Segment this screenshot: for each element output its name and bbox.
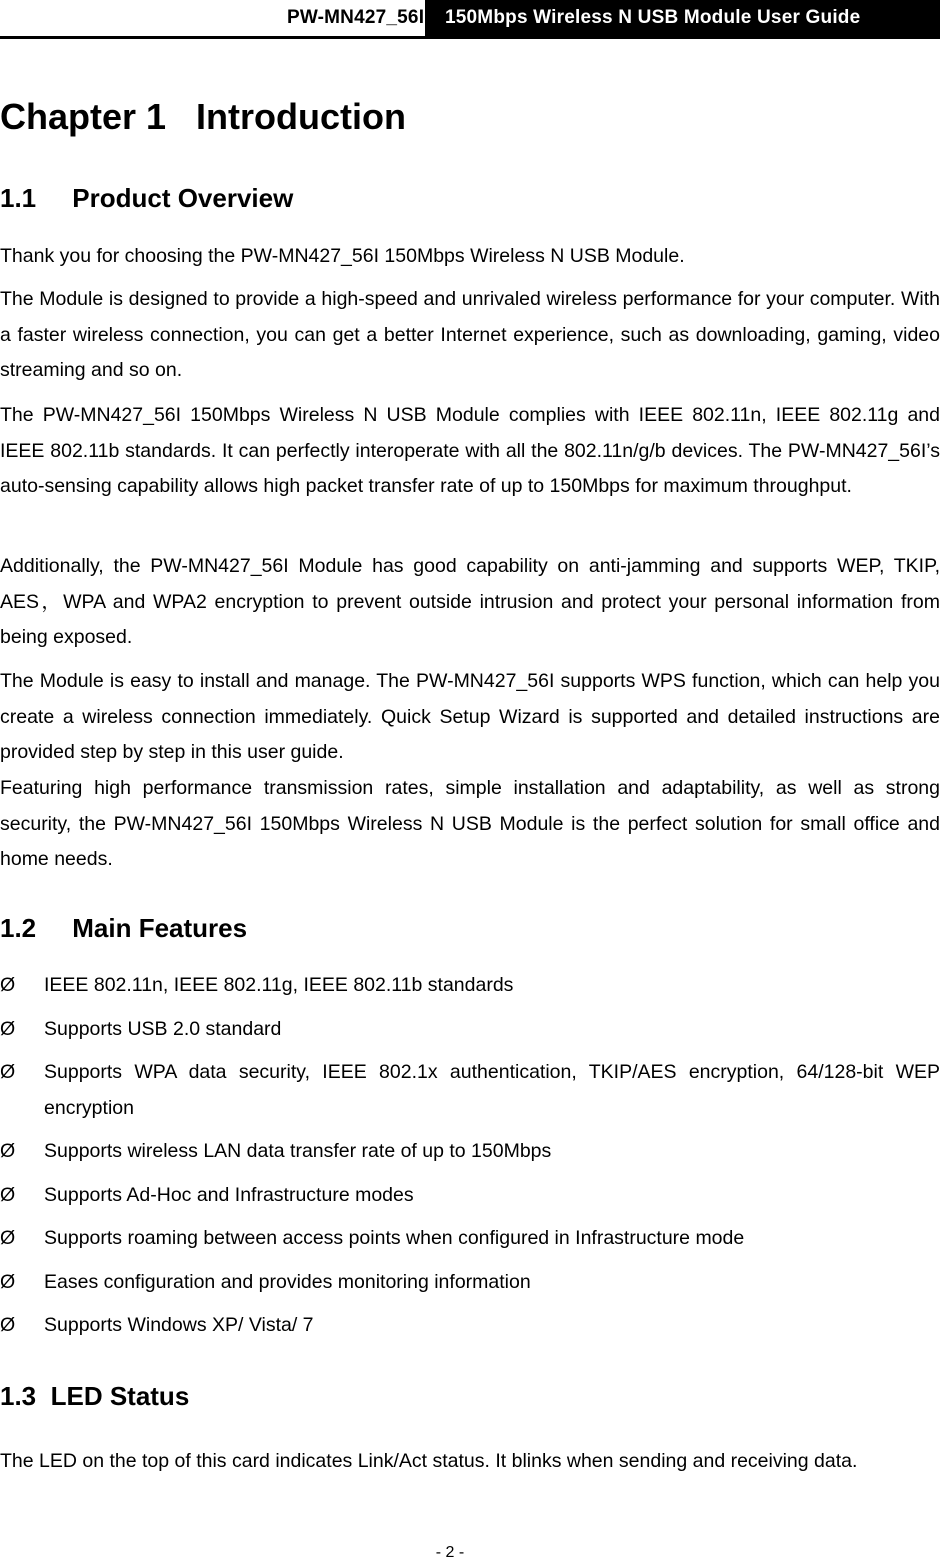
section-heading-led: 1.3 LED Status	[0, 1381, 190, 1411]
overview-paragraph-4: Additionally, the PW-MN427_56I Module has good capability on anti-jamming and supports WEP, TKIP, AES，WPA and WPA2 encryption to prevent outside intrusion and protect your personal information from being exposed.	[0, 555, 940, 648]
list-item: Ø Supports roaming between access points when configured in Infrastructure mode	[0, 1221, 940, 1257]
arrow-bullet-icon: Ø	[0, 1017, 16, 1040]
arrow-bullet-icon: Ø	[0, 1227, 16, 1249]
overview-paragraph-3: The PW-MN427_56I 150Mbps Wireless N USB Module complies with IEEE 802.11n, IEEE 802.11g and IEEE 802.11b standards. It can perfectly interoperate with all the 802.11n/g/b devices. The PW-MN427_56I’s auto-sensing capability allows high packet transfer rate of up to 150Mbps for maximum throughput.	[0, 404, 940, 497]
arrow-bullet-icon: Ø	[0, 1183, 16, 1206]
header-model: PW-MN427_56I	[287, 7, 425, 28]
list-item: Ø IEEE 802.11n, IEEE 802.11g, IEEE 802.11b standards	[0, 968, 940, 1004]
arrow-bullet-icon: Ø	[0, 1314, 16, 1336]
list-item: Ø Supports WPA data security, IEEE 802.1x authentication, TKIP/AES encryption, 64/128-bit WEP encryption	[0, 1055, 940, 1126]
section-heading-features: 1.2 Main Features	[0, 913, 248, 943]
arrow-bullet-icon: Ø	[0, 974, 16, 996]
list-item: Ø Supports USB 2.0 standard	[0, 1012, 940, 1048]
section-heading-overview: 1.1 Product Overview	[0, 183, 294, 213]
header-title: 150Mbps Wireless N USB Module User Guide	[425, 0, 940, 36]
overview-paragraph-6: Featuring high performance transmission rates, simple installation and adaptability, as well as strong security, the PW-MN427_56I 150Mbps Wireless N USB Module is the perfect solution for small office and home needs.	[0, 777, 940, 870]
arrow-bullet-icon: Ø	[0, 1270, 16, 1293]
overview-paragraph-1: Thank you for choosing the PW-MN427_56I 150Mbps Wireless N USB Module.	[0, 245, 685, 267]
feature-list	[0, 968, 940, 1352]
overview-paragraph-2: The Module is designed to provide a high-speed and unrivaled wireless performance for your computer. With a faster wireless connection, you can get a better Internet experience, such as downloading, gaming, video streaming and so on.	[0, 288, 940, 381]
list-item: Ø Supports Windows XP/ Vista/ 7	[0, 1308, 940, 1344]
arrow-bullet-icon: Ø	[0, 1140, 16, 1162]
arrow-bullet-icon: Ø	[0, 1061, 16, 1083]
page-header	[0, 0, 940, 39]
list-item: Ø Supports wireless LAN data transfer rate of up to 150Mbps	[0, 1134, 940, 1170]
overview-paragraph-5: The Module is easy to install and manage. The PW-MN427_56I supports WPS function, which can help you create a wireless connection immediately. Quick Setup Wizard is supported and detailed instructions are provided step by step in this user guide.	[0, 670, 940, 763]
list-item: Ø Eases configuration and provides monitoring information	[0, 1265, 940, 1301]
list-item: Ø Supports Ad-Hoc and Infrastructure modes	[0, 1178, 940, 1214]
chapter-title: Chapter 1 Introduction	[0, 96, 407, 137]
led-paragraph: The LED on the top of this card indicates Link/Act status. It blinks when sending and receiving data.	[0, 1450, 858, 1472]
page-number: - 2 -	[435, 1544, 465, 1561]
